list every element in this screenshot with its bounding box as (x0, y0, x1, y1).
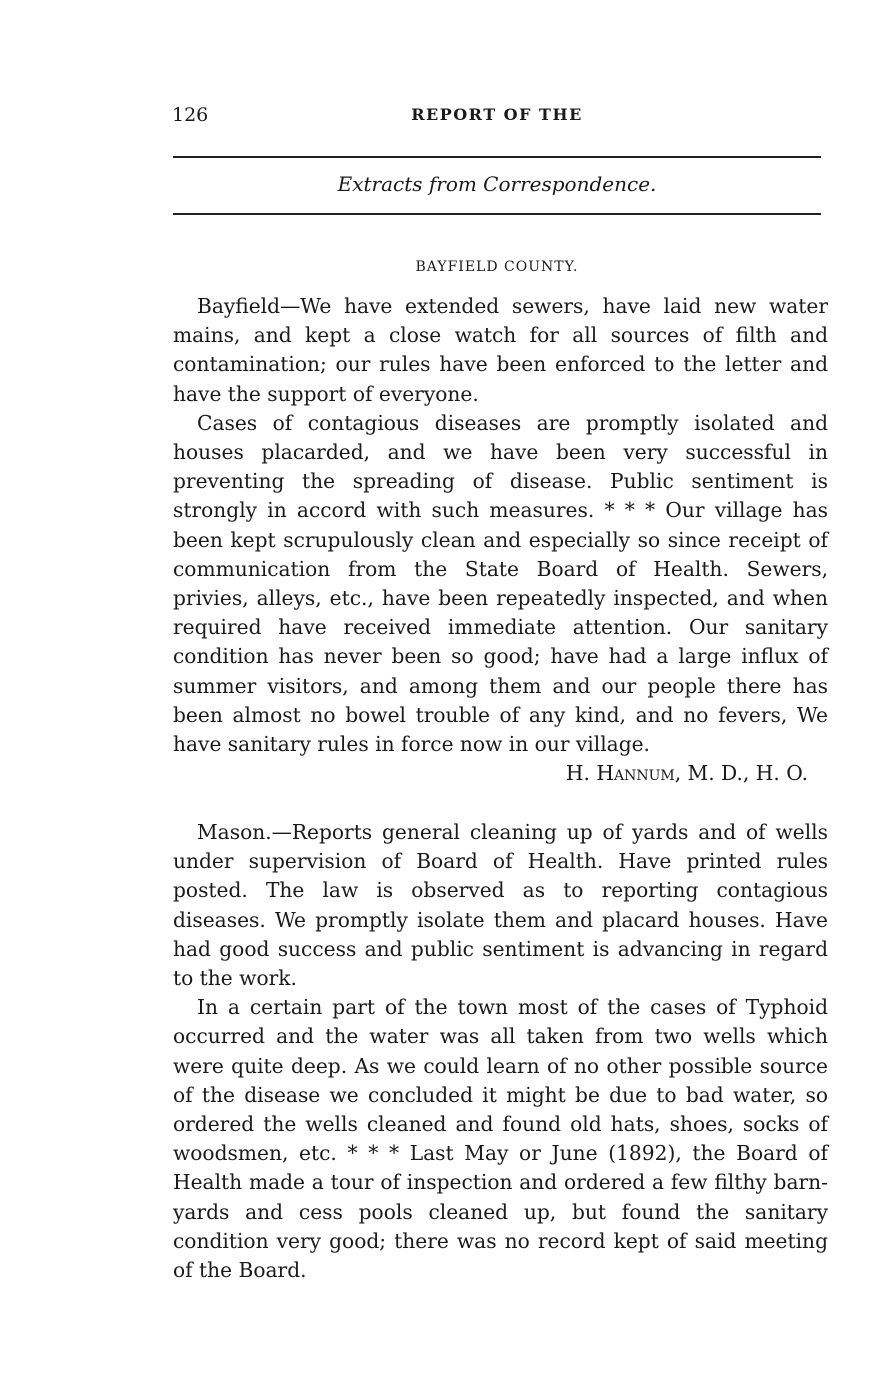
paragraph-text: Cases of contagious diseases are promptly isolated and houses placarded, and we have been very successful in preventing the spreading of disease. Public sentiment is strongly in accord with such measures. * * * Our village has been kept scrupulously clean and especially so since receipt of communication from the State Board of Health. Sewers, privies, alleys, etc., have been repeatedly inspected, and when required have received immediate attention. Our sanitary condition has never been so good; have had a large influx of summer visitors, and among them and our people there has been almost no bowel trouble of any kind, and no fevers, We have sanitary rules in force now in our village. (173, 410, 828, 757)
paragraph: In a certain part of the town most of the cases of Typhoid occurred and the water was all taken from two wells which were quite deep. As we could learn of no other possible source of the disease we concluded it might be due to bad water, so ordered the wells cleaned and found old hats, shoes, socks of woodsmen, etc. * * * Last May or June (1892), the Board of Health made a tour of inspection and ordered a few filthy barn-yards and cess pools cleaned up, but found the sanitary condition very good; there was no record kept of said meeting of the Board. (173, 995, 828, 1283)
section-title: Extracts from Correspondence. (337, 172, 657, 196)
bayfield-entry (173, 292, 828, 788)
paragraph: Bayfield—We have extended sewers, have laid new water mains, and kept a close watch for all sources of filth and contamination; our rules have been enforced to the letter and have the support of everyone. (173, 294, 828, 406)
bottom-rule (173, 213, 821, 215)
top-rule (173, 156, 821, 158)
signature: H. Hannum, M. D., H. O. (565, 761, 808, 786)
running-head (172, 104, 822, 130)
paragraph (173, 409, 828, 789)
running-title: REPORT OF THE (411, 105, 583, 124)
county-heading: BAYFIELD COUNTY. (415, 259, 579, 275)
page-number: 126 (172, 104, 209, 126)
paragraph: Mason.—Reports general cleaning up of yards and of wells under supervision of Board of Health. Have printed rules posted. The law is observed as to reporting contagious diseases. We promptly isolate them and placard houses. Have had good success and public sentiment is advancing in regard to the work. (173, 820, 828, 991)
mason-entry (173, 818, 828, 1285)
